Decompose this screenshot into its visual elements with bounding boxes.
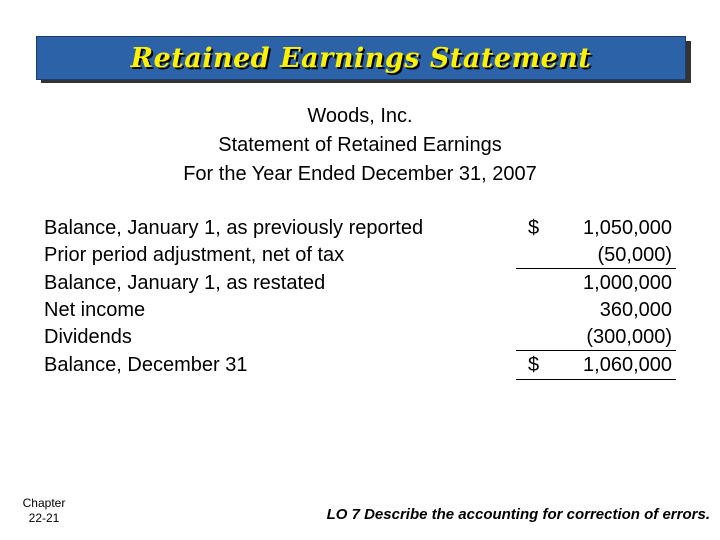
table-row (0, 215, 720, 241)
row-label: Balance, January 1, as previously reported (44, 217, 424, 239)
slide-title: Retained Earnings Statement (130, 42, 592, 74)
company-name: Woods, Inc. (307, 105, 413, 127)
row-amount: (50,000) (597, 244, 672, 266)
table-row (0, 270, 720, 296)
row-amount: 1,050,000 (583, 217, 672, 239)
row-amount: (300,000) (586, 326, 672, 348)
dollar-sign: $ (528, 354, 540, 376)
subtotal-rule (516, 268, 676, 269)
statement-period: For the Year Ended December 31, 2007 (183, 163, 537, 185)
row-label: Balance, December 31 (44, 354, 248, 376)
row-amount: 1,000,000 (583, 272, 672, 294)
title-banner (36, 36, 686, 80)
table-row (0, 242, 720, 268)
row-amount: 1,060,000 (583, 354, 672, 376)
table-row (0, 324, 720, 350)
row-label: Net income (44, 299, 146, 321)
row-label: Balance, January 1, as restated (44, 272, 326, 294)
row-label: Prior period adjustment, net of tax (44, 244, 345, 266)
row-amount: 360,000 (599, 299, 672, 321)
total-rule (516, 379, 676, 380)
learning-objective: LO 7 Describe the accounting for correction of errors. (326, 506, 710, 523)
page-number: 22-21 (28, 511, 60, 525)
table-row (0, 352, 720, 378)
chapter-label: Chapter (22, 496, 66, 510)
dollar-sign: $ (528, 217, 540, 239)
table-row (0, 297, 720, 323)
chapter-label-block (8, 496, 80, 526)
statement-name: Statement of Retained Earnings (218, 134, 502, 156)
subtotal-rule (516, 350, 676, 351)
row-label: Dividends (44, 326, 132, 348)
